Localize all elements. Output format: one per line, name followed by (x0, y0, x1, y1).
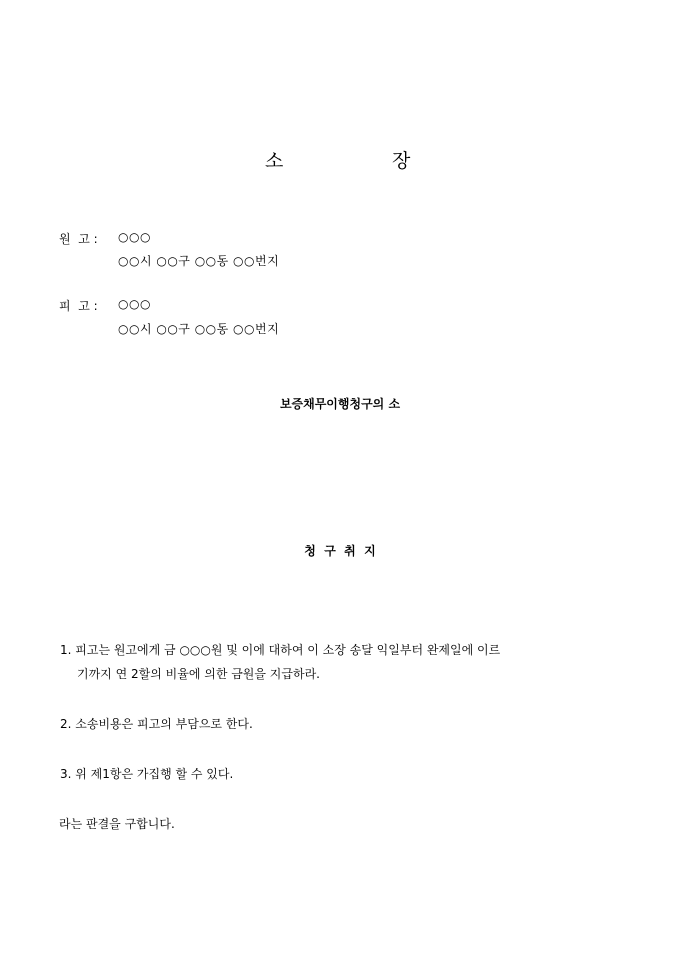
document-title-right: 장 (392, 150, 411, 172)
claim-item-1: 1. 피고는 원고에게 금 ○○○원 및 이에 대하여 이 소장 송달 익일부터 완제일에 이르 (60, 643, 501, 657)
plaintiff-name: ○○○ (118, 230, 151, 244)
closing-statement: 라는 판결을 구합니다. (59, 817, 175, 831)
plaintiff-address: ○○시 ○○구 ○○동 ○○번지 (118, 254, 280, 268)
defendant-label: 피 고 : (59, 299, 98, 313)
document-title-left: 소 (265, 150, 284, 172)
case-title: 보증채무이행청구의 소 (279, 397, 401, 411)
section-title: 청 구 취 지 (304, 544, 376, 558)
defendant-name: ○○○ (118, 297, 151, 311)
plaintiff-label: 원 고 : (59, 232, 98, 246)
claim-item-2: 2. 소송비용은 피고의 부담으로 한다. (60, 717, 253, 731)
claim-item-3: 3. 위 제1항은 가집행 할 수 있다. (60, 767, 234, 781)
defendant-address: ○○시 ○○구 ○○동 ○○번지 (118, 322, 280, 336)
claim-item-1-continued: 기까지 연 2할의 비율에 의한 금원을 지급하라. (77, 667, 320, 681)
